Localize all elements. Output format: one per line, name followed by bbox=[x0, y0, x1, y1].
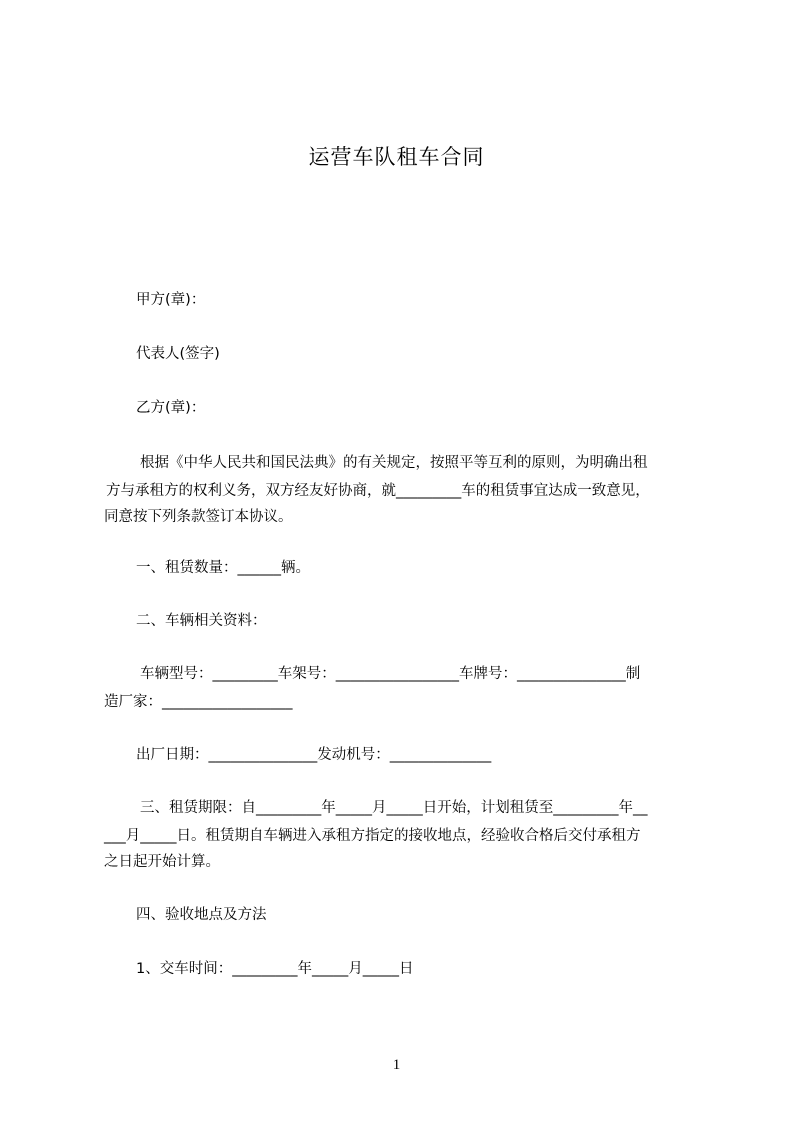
preamble-line-1: 根据《中华人民共和国民法典》的有关规定，按照平等互利的原则，为明确出租 bbox=[140, 455, 648, 471]
section-3-line-2: ___月_____日。租赁期自车辆进入承租方指定的接收地点，经验收合格后交付承租方 bbox=[104, 828, 641, 844]
section-4-heading: 四、验收地点及方法 bbox=[136, 907, 267, 923]
representative-line: 代表人(签字) bbox=[136, 346, 220, 362]
section-3-line-1: 三、租赁期限：自_________年_____月_____日开始，计划租赁至_________年__ bbox=[140, 800, 648, 816]
section-1-rental-quantity: 一、租赁数量：______辆。 bbox=[136, 560, 310, 576]
vehicle-info-line-1: 车辆型号：_________车架号：_________________车牌号：_______________制 bbox=[140, 666, 641, 682]
page-number: 1 bbox=[392, 1057, 401, 1073]
delivery-time-line: 1、交车时间：_________年_____月_____日 bbox=[136, 961, 414, 977]
document-title: 运营车队租车合同 bbox=[308, 145, 485, 169]
preamble-line-3: 同意按下列条款签订本协议。 bbox=[104, 509, 293, 525]
factory-date-line: 出厂日期：_______________发动机号：______________ bbox=[136, 747, 492, 763]
section-3-line-3: 之日起开始计算。 bbox=[104, 854, 220, 870]
preamble-line-2: 方与承租方的权利义务，双方经友好协商，就_________车的租赁事宜达成一致意见， bbox=[106, 483, 650, 499]
section-2-heading: 二、车辆相关资料： bbox=[136, 613, 267, 629]
party-b-line: 乙方(章)： bbox=[136, 400, 206, 416]
vehicle-info-line-2: 造厂家：__________________ bbox=[104, 694, 293, 710]
party-a-line: 甲方(章)： bbox=[136, 292, 206, 308]
